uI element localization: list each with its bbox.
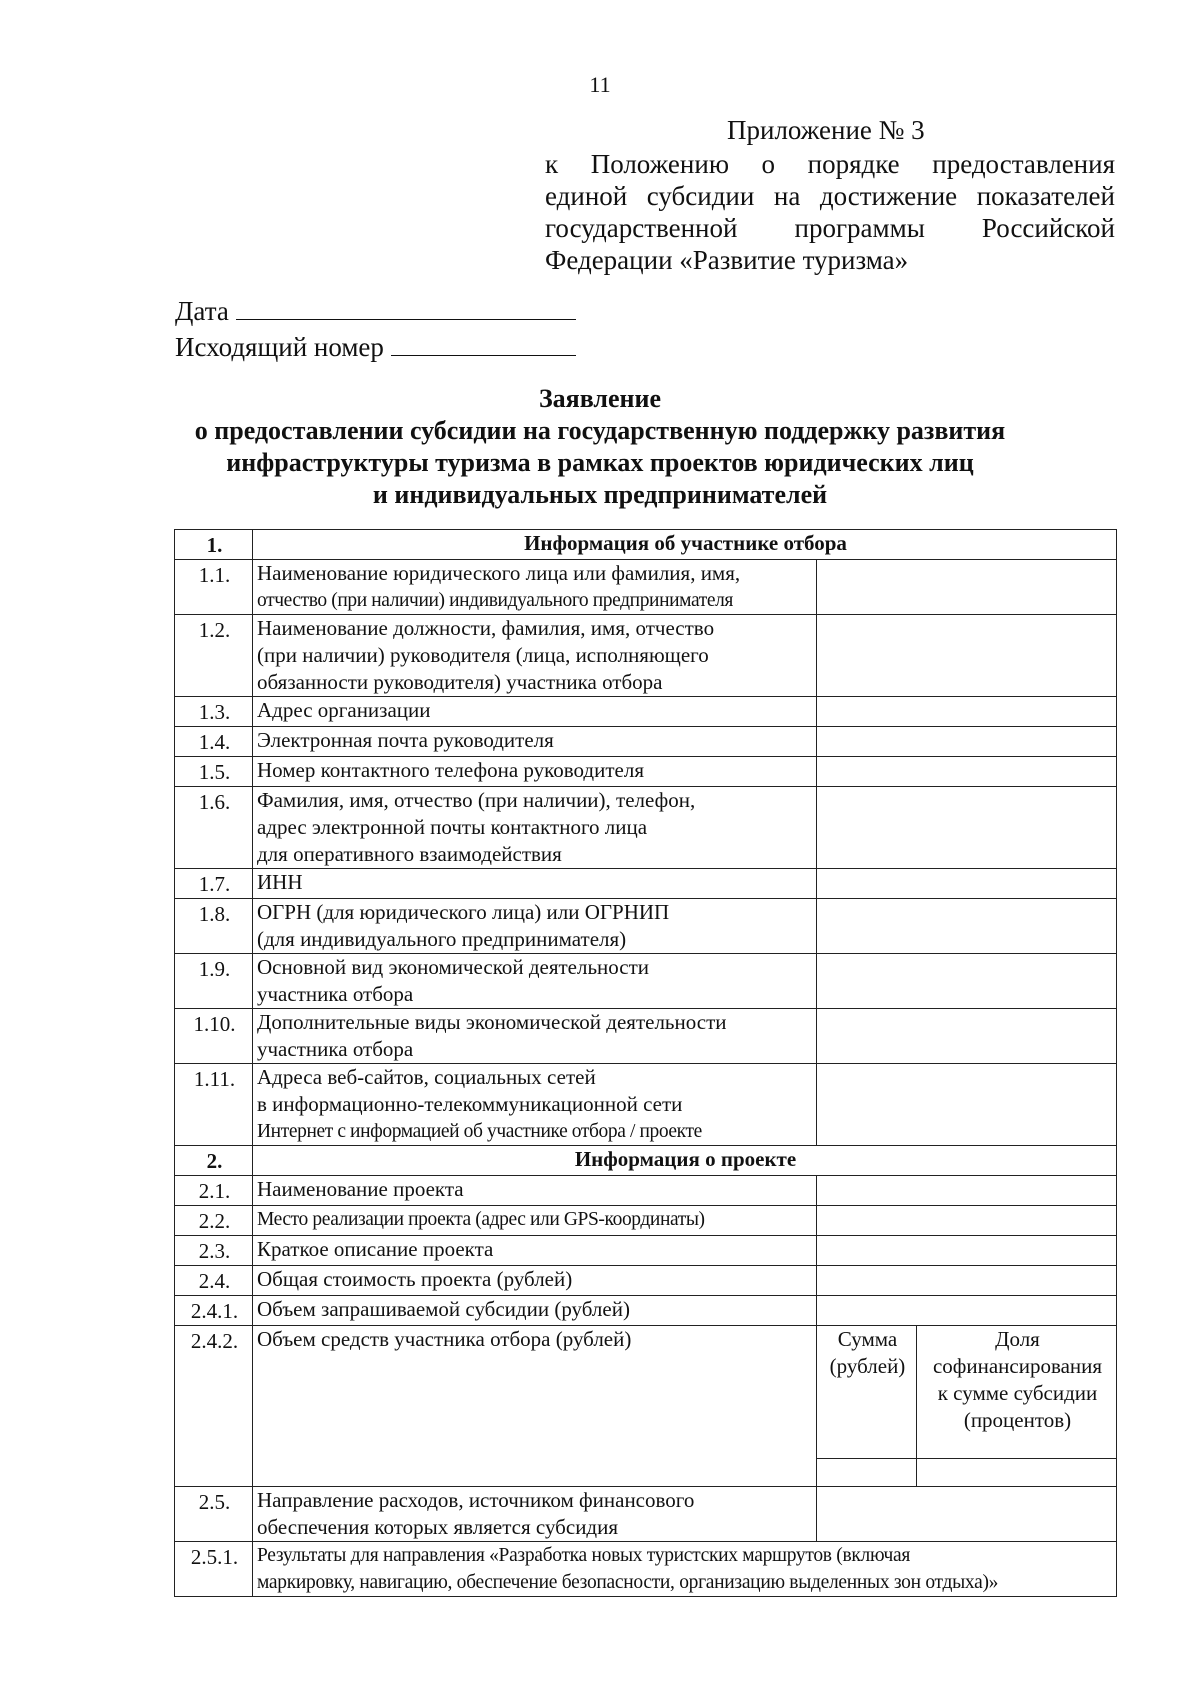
form-row: [175, 1487, 1117, 1542]
form-row: [175, 787, 1117, 869]
row-label: [253, 697, 817, 727]
row-label-line: Электронная почта руководителя: [257, 728, 554, 752]
document-title: [150, 383, 1050, 511]
share-header-line: (процентов): [963, 1408, 1072, 1432]
row-label: [253, 1266, 817, 1296]
outgoing-number-field: [175, 332, 576, 363]
form-row: [175, 954, 1117, 1009]
form-row: [175, 1206, 1117, 1236]
row-label-line: Наименование юридического лица или фамилия, имя,: [257, 561, 741, 585]
form-row-results: [175, 1542, 1117, 1597]
form-row: [175, 757, 1117, 787]
row-value-cell[interactable]: [817, 615, 1117, 697]
row-number: 1.1.: [175, 560, 253, 615]
row-label-line: Результаты для направления «Разработка новых туристских маршрутов (включая: [257, 1545, 911, 1566]
form-row: [175, 560, 1117, 615]
row-label: [253, 787, 817, 869]
row-label-line: (при наличии) руководителя (лица, исполняющего: [257, 643, 709, 667]
row-label-line: Фамилия, имя, отчество (при наличии), телефон,: [257, 788, 696, 812]
row-number: 2.5.1.: [175, 1542, 253, 1597]
row-number: 1.3.: [175, 697, 253, 727]
row-label: [253, 1009, 817, 1064]
appendix-title: Приложение № 3: [727, 115, 925, 145]
row-label-line: маркировку, навигацию, обеспечение безопасности, организацию выделенных зон отдыха)»: [257, 1572, 999, 1593]
date-field: [175, 296, 576, 327]
form-row: [175, 697, 1117, 727]
row-label: [253, 1064, 817, 1146]
row-label-line: отчество (при наличии) индивидуального предпринимателя: [257, 590, 733, 611]
form-row: [175, 1176, 1117, 1206]
sum-header-line: Сумма: [837, 1327, 898, 1351]
row-label-line: обязанности руководителя) участника отбора: [257, 670, 663, 694]
row-value-cell[interactable]: [817, 1009, 1117, 1064]
row-label: [253, 954, 817, 1009]
form-row: [175, 1296, 1117, 1326]
row-number: 1.5.: [175, 757, 253, 787]
row-label-line: Общая стоимость проекта (рублей): [257, 1267, 573, 1291]
section-number: 1.: [175, 530, 253, 560]
row-label-line: Краткое описание проекта: [257, 1237, 494, 1261]
row-label: [253, 1206, 817, 1236]
row-number: 1.9.: [175, 954, 253, 1009]
row-value-cell[interactable]: [817, 1064, 1117, 1146]
row-value-cell[interactable]: [817, 727, 1117, 757]
row-label-line: Дополнительные виды экономической деятельности: [257, 1010, 727, 1034]
form-row: [175, 869, 1117, 899]
row-number: 1.11.: [175, 1064, 253, 1146]
application-form-table: [174, 529, 1117, 1597]
title-line: и индивидуальных предпринимателей: [372, 480, 828, 509]
row-label-line: Наименование должности, фамилия, имя, отчество: [257, 616, 715, 640]
form-row: [175, 1009, 1117, 1064]
row-label: [253, 1236, 817, 1266]
row-value-cell[interactable]: [817, 1296, 1117, 1326]
title-line: инфраструктуры туризма в рамках проектов юридических лиц: [226, 448, 974, 477]
row-number: 2.4.2.: [175, 1326, 253, 1487]
co-financing-share-header: [917, 1326, 1117, 1459]
row-number: 2.5.: [175, 1487, 253, 1542]
row-value-cell[interactable]: [817, 697, 1117, 727]
row-label: [253, 869, 817, 899]
row-label-line: Номер контактного телефона руководителя: [257, 758, 644, 782]
appendix-line: единой субсидии на достижение показателей: [545, 181, 1115, 211]
row-label-line: (для индивидуального предпринимателя): [257, 927, 627, 951]
row-label-line: Объем запрашиваемой субсидии (рублей): [257, 1297, 630, 1321]
row-label-line: Направление расходов, источником финансового: [257, 1488, 695, 1512]
row-label-line: Основной вид экономической деятельности: [257, 955, 650, 979]
row-number: 2.1.: [175, 1176, 253, 1206]
form-row: [175, 1266, 1117, 1296]
share-header-line: софинансирования: [932, 1354, 1103, 1378]
row-number: 2.4.1.: [175, 1296, 253, 1326]
title-line: Заявление: [538, 384, 662, 413]
appendix-line: к Положению о порядке предоставления: [545, 149, 1115, 179]
row-label: [253, 1487, 817, 1542]
row-value-cell[interactable]: [817, 787, 1117, 869]
section-header-row: [175, 530, 1117, 560]
form-row: [175, 1064, 1117, 1146]
row-label-line: участника отбора: [257, 982, 414, 1006]
row-value-cell[interactable]: [817, 954, 1117, 1009]
row-label-line: ИНН: [257, 870, 303, 894]
row-number: 1.2.: [175, 615, 253, 697]
row-label-line: Адрес организации: [257, 698, 431, 722]
section-number: 2.: [175, 1146, 253, 1176]
sum-header-line: (рублей): [829, 1354, 906, 1378]
form-row: [175, 615, 1117, 697]
row-value-cell[interactable]: [817, 1176, 1117, 1206]
row-value-cell[interactable]: [817, 869, 1117, 899]
row-value-cell[interactable]: [817, 757, 1117, 787]
row-label-line: Наименование проекта: [257, 1177, 464, 1201]
form-row: [175, 899, 1117, 954]
share-value-cell[interactable]: [917, 1459, 1117, 1487]
title-line: о предоставлении субсидии на государственную поддержку развития: [194, 416, 1006, 445]
row-label: [253, 1542, 1117, 1597]
row-number: 1.10.: [175, 1009, 253, 1064]
appendix-line: Федерации «Развитие туризма»: [545, 245, 909, 275]
row-label-line: для оперативного взаимодействия: [257, 842, 562, 866]
row-label: [253, 560, 817, 615]
section-title: Информация о проекте: [253, 1146, 1117, 1176]
row-label-line: ОГРН (для юридического лица) или ОГРНИП: [257, 900, 670, 924]
row-number: 2.2.: [175, 1206, 253, 1236]
sum-rubles-header: [817, 1326, 917, 1459]
row-value-cell[interactable]: [817, 1266, 1117, 1296]
row-label-line: Адреса веб-сайтов, социальных сетей: [257, 1065, 596, 1089]
row-label: [253, 1296, 817, 1326]
share-header-line: к сумме субсидии: [937, 1381, 1098, 1405]
section-header-row: [175, 1146, 1117, 1176]
outgoing-number-blank-line[interactable]: [391, 337, 576, 356]
row-number: 1.7.: [175, 869, 253, 899]
row-value-cell[interactable]: [817, 899, 1117, 954]
form-row: [175, 727, 1117, 757]
date-label: Дата: [175, 296, 229, 326]
row-label-line: Интернет с информацией об участнике отбора / проекте: [257, 1121, 702, 1142]
row-label: [253, 1326, 817, 1487]
row-label: [253, 899, 817, 954]
row-label-line: адрес электронной почты контактного лица: [257, 815, 648, 839]
row-value-cell[interactable]: [817, 1236, 1117, 1266]
row-number: 1.4.: [175, 727, 253, 757]
row-label-line: участника отбора: [257, 1037, 414, 1061]
row-label: [253, 757, 817, 787]
row-label-line: Объем средств участника отбора (рублей): [257, 1327, 632, 1351]
page-number: 11: [589, 72, 611, 97]
row-label: [253, 1176, 817, 1206]
row-label: [253, 615, 817, 697]
row-number: 1.8.: [175, 899, 253, 954]
row-number: 1.6.: [175, 787, 253, 869]
row-value-cell[interactable]: [817, 1487, 1117, 1542]
outgoing-number-label: Исходящий номер: [175, 332, 384, 362]
sum-value-cell[interactable]: [817, 1459, 917, 1487]
share-header-line: Доля: [995, 1327, 1040, 1351]
form-row-co-financing: [175, 1326, 1117, 1459]
row-value-cell[interactable]: [817, 1206, 1117, 1236]
row-number: 2.3.: [175, 1236, 253, 1266]
row-value-cell[interactable]: [817, 560, 1117, 615]
date-blank-line[interactable]: [236, 301, 576, 320]
section-title: Информация об участнике отбора: [253, 530, 1117, 560]
row-label-line: Место реализации проекта (адрес или GPS-координаты): [257, 1209, 705, 1230]
row-label-line: обеспечения которых является субсидия: [257, 1515, 619, 1539]
row-number: 2.4.: [175, 1266, 253, 1296]
row-label: [253, 727, 817, 757]
appendix-line: государственной программы Российской: [545, 213, 1115, 243]
row-label-line: в информационно-телекоммуникационной сети: [257, 1092, 683, 1116]
form-row: [175, 1236, 1117, 1266]
appendix-reference: [545, 148, 1115, 276]
